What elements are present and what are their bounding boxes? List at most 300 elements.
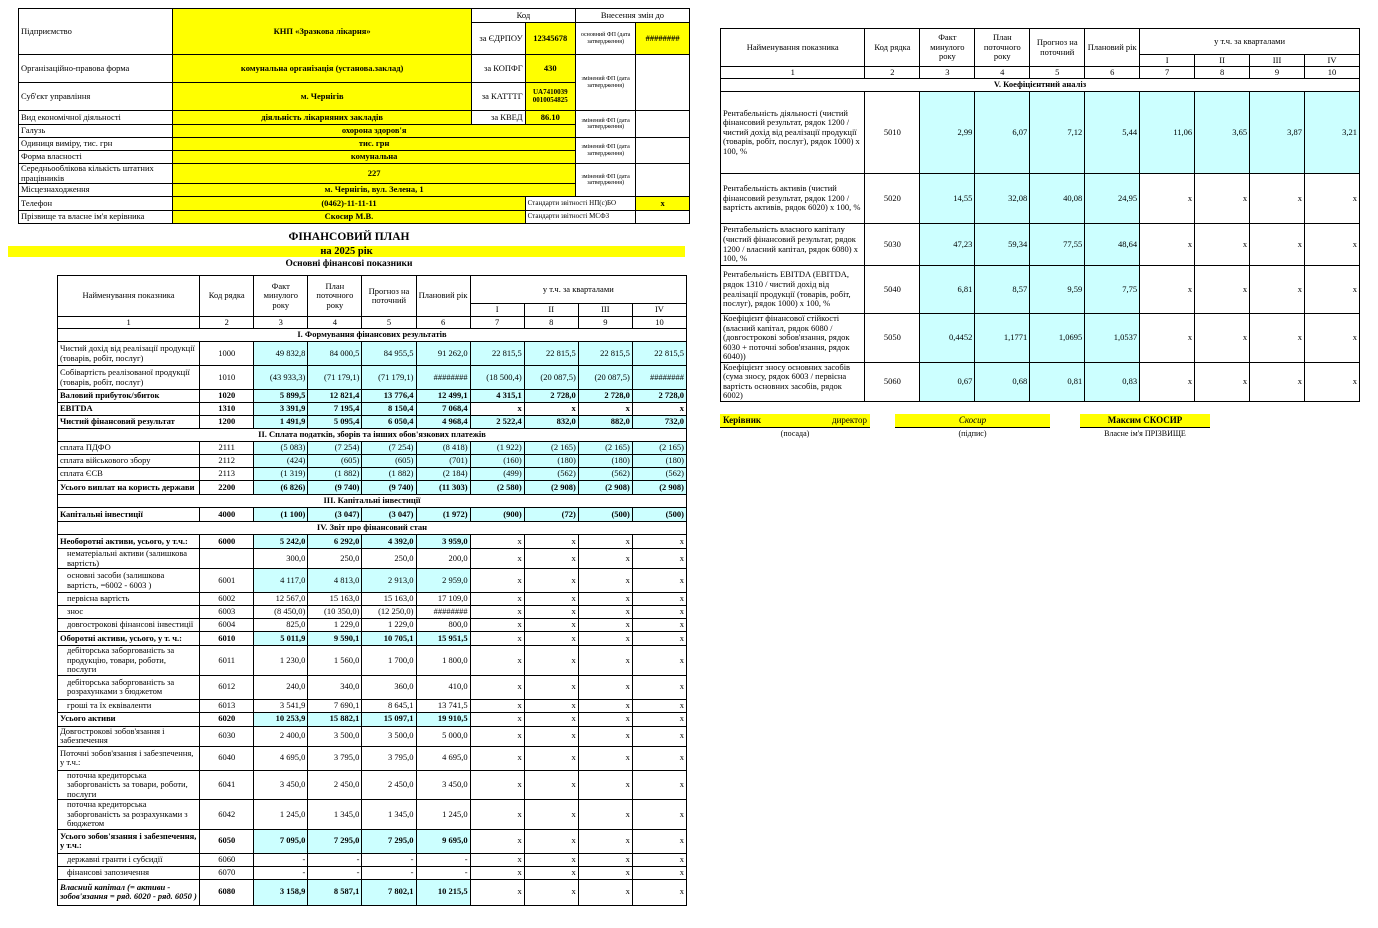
table-cell: x [470, 593, 524, 606]
table-cell: 7 802,1 [362, 879, 416, 905]
table-cell: x [470, 619, 524, 632]
table-row [58, 535, 687, 549]
table-cell: 7 068,4 [416, 403, 470, 416]
table-cell: 49 832,8 [254, 342, 308, 366]
table-cell: Код рядка [865, 29, 920, 67]
table-cell: Галузь [19, 125, 173, 138]
table-cell: x [524, 593, 578, 606]
table-cell: 1,1771 [975, 314, 1030, 363]
table-cell: 8 587,1 [308, 879, 362, 905]
table-cell: 8 150,4 [362, 403, 416, 416]
table-cell: UA7410039 0010054825 [525, 83, 575, 111]
table-cell: 3,21 [1305, 92, 1360, 174]
table-cell: змінений ФП (дата затвердження) [575, 164, 635, 197]
table-cell: План поточного року [975, 29, 1030, 67]
table-cell: 1 230,0 [254, 646, 308, 676]
table-cell: 882,0 [578, 416, 632, 429]
table-row [19, 211, 690, 224]
table-cell: (562) [632, 468, 686, 481]
table-cell: Плановий рік [1085, 29, 1140, 67]
table-cell: (3 047) [308, 508, 362, 522]
table-cell: 6 [1085, 67, 1140, 79]
table-cell: поточна кредиторська заборгованість за розрахунками з бюджетом [58, 800, 200, 830]
table-cell: x [1195, 362, 1250, 401]
table-cell: знос [58, 606, 200, 619]
table-cell: (701) [416, 455, 470, 468]
table-cell: x [578, 829, 632, 853]
table-cell: x [470, 829, 524, 853]
table-cell: x [470, 675, 524, 699]
table-cell: (499) [470, 468, 524, 481]
table-cell: x [632, 593, 686, 606]
table-cell: x [470, 699, 524, 712]
signature-role-caption: (посада) [780, 428, 810, 438]
table-cell: 1 491,9 [254, 416, 308, 429]
table-cell: (605) [362, 455, 416, 468]
table-cell: (72) [524, 508, 578, 522]
table-cell: 12 499,1 [416, 390, 470, 403]
table-cell: Усього зобов'язання і забезпечення, у т.ч.: [58, 829, 200, 853]
table-cell: 5 011,9 [254, 632, 308, 646]
table-cell: x [632, 632, 686, 646]
table-row [721, 79, 1360, 92]
table-cell: (20 087,5) [578, 366, 632, 390]
table-cell: тис. грн [173, 138, 576, 151]
table-cell: 4 813,0 [308, 569, 362, 593]
table-cell: (2 908) [632, 481, 686, 495]
table-cell: x [1195, 266, 1250, 314]
table-row [58, 317, 687, 329]
table-cell: - [416, 853, 470, 866]
table-cell: 2113 [200, 468, 254, 481]
table-cell: 6003 [200, 606, 254, 619]
table-row [19, 55, 690, 83]
table-cell: 1 229,0 [362, 619, 416, 632]
table-cell: 40,08 [1030, 174, 1085, 224]
table-cell: 48,64 [1085, 224, 1140, 266]
table-cell: (18 500,4) [470, 366, 524, 390]
table-row [58, 632, 687, 646]
table-cell: (7 254) [308, 442, 362, 455]
table-cell: довгострокові фінансові інвестиції [58, 619, 200, 632]
table-cell: 15 097,1 [362, 712, 416, 726]
signature-role-block [720, 414, 870, 438]
table-cell: 825,0 [254, 619, 308, 632]
table-cell: (9 740) [308, 481, 362, 495]
table-cell: 22 815,5 [578, 342, 632, 366]
table-row [58, 495, 687, 508]
table-cell: Рентабельність діяльності (чистий фінансовий результат, рядок 1200 / чистий дохід від реалізації продукції (товарів, робіт, послуг), рядок 1000) х 100, % [721, 92, 865, 174]
table-cell: 1000 [200, 342, 254, 366]
table-cell: (500) [632, 508, 686, 522]
table-cell: 4 [975, 67, 1030, 79]
table-cell: за КАТТТГ [471, 83, 525, 111]
table-cell: (2 908) [524, 481, 578, 495]
table-cell: 7 [1140, 67, 1195, 79]
table-cell: 340,0 [308, 675, 362, 699]
table-cell: 1 800,0 [416, 646, 470, 676]
signature-name-line: Максим СКОСИР [1080, 414, 1210, 428]
table-row [19, 111, 690, 125]
table-cell: 14,55 [920, 174, 975, 224]
table-cell: x [1250, 362, 1305, 401]
table-cell: гроші та їх еквіваленти [58, 699, 200, 712]
table-cell: x [1305, 174, 1360, 224]
table-cell: 12 567,0 [254, 593, 308, 606]
table-cell: Суб'єкт управління [19, 83, 173, 111]
table-cell: 6080 [200, 879, 254, 905]
table-cell: 24,95 [1085, 174, 1140, 224]
table-cell: x [470, 726, 524, 746]
table-row [58, 746, 687, 770]
table-cell: Місцезнаходження [19, 184, 173, 197]
table-cell: x [632, 646, 686, 676]
table-cell: комунальна [173, 151, 576, 164]
table-cell: (562) [524, 468, 578, 481]
table-cell: III [578, 304, 632, 317]
table-cell: 227 [173, 164, 576, 184]
table-cell: (2 908) [578, 481, 632, 495]
signature-area [720, 414, 1360, 464]
table-cell: - [254, 853, 308, 866]
table-cell: x [524, 619, 578, 632]
table-row [58, 675, 687, 699]
table-cell: (71 179,1) [362, 366, 416, 390]
table-row [58, 416, 687, 429]
table-cell: x [470, 712, 524, 726]
table-cell: поточна кредиторська заборгованість за товари, роботи, послуги [58, 770, 200, 800]
table-cell: Підприємство [19, 9, 173, 55]
table-cell: x [1140, 266, 1195, 314]
table-cell: 430 [525, 55, 575, 83]
table-cell: 7 295,0 [308, 829, 362, 853]
table-cell: (900) [470, 508, 524, 522]
table-cell: 3,65 [1195, 92, 1250, 174]
table-cell: (1 972) [416, 508, 470, 522]
table-cell: 800,0 [416, 619, 470, 632]
table-row [58, 403, 687, 416]
table-cell: дебіторська заборгованість за розрахунками з бюджетом [58, 675, 200, 699]
table-cell: x [1305, 314, 1360, 363]
table-cell: - [362, 853, 416, 866]
table-cell: 2 728,0 [578, 390, 632, 403]
table-cell: Рентабельність EBITDA (EBITDA, рядок 1310 / чистий дохід від реалізації продукції (товарів, робіт, послуг), рядок 1000) х 100, % [721, 266, 865, 314]
table-cell: x [632, 712, 686, 726]
table-cell: x [524, 535, 578, 549]
table-cell: 6001 [200, 569, 254, 593]
table-cell: 13 741,5 [416, 699, 470, 712]
table-cell: 3 500,0 [362, 726, 416, 746]
table-cell: 8 [1195, 67, 1250, 79]
table-cell: Чистий дохід від реалізації продукції (товарів, робіт, послуг) [58, 342, 200, 366]
table-cell: 77,55 [1030, 224, 1085, 266]
signature-role-value: директор [832, 415, 867, 426]
table-cell: сплата військового збору [58, 455, 200, 468]
table-row [721, 362, 1360, 401]
table-cell: x [632, 606, 686, 619]
table-cell [636, 164, 690, 197]
table-cell: у т.ч. за кварталами [1140, 29, 1360, 55]
table-cell: 4 392,0 [362, 535, 416, 549]
table-cell: Усього активи [58, 712, 200, 726]
table-row [58, 726, 687, 746]
signature-sign-block [895, 414, 1050, 438]
table-cell: x [1195, 174, 1250, 224]
table-cell: 5 242,0 [254, 535, 308, 549]
table-cell: Прізвище та власне ім'я керівника [19, 211, 173, 224]
table-cell: (180) [578, 455, 632, 468]
table-cell: 5 [362, 317, 416, 329]
table-cell: 22 815,5 [632, 342, 686, 366]
table-row [721, 67, 1360, 79]
table-cell: (180) [632, 455, 686, 468]
table-cell: x [524, 770, 578, 800]
table-cell: x [578, 646, 632, 676]
table-cell: 6070 [200, 866, 254, 879]
table-cell: (180) [524, 455, 578, 468]
table-cell: 1,0537 [1085, 314, 1140, 363]
table-cell: (1 319) [254, 468, 308, 481]
table-cell: 2 400,0 [254, 726, 308, 746]
table-cell: x [470, 800, 524, 830]
table-cell: (160) [470, 455, 524, 468]
table-cell: (10 350,0) [308, 606, 362, 619]
table-cell: Прогноз на поточний [1030, 29, 1085, 67]
table-cell: 410,0 [416, 675, 470, 699]
table-cell: 6042 [200, 800, 254, 830]
table-cell: Телефон [19, 197, 173, 211]
table-cell: 6 050,4 [362, 416, 416, 429]
table-cell: x [1140, 314, 1195, 363]
table-cell: 6 292,0 [308, 535, 362, 549]
table-cell: змінений ФП (дата затвердження) [575, 138, 635, 164]
table-cell: ######## [416, 606, 470, 619]
signature-name-caption: Власне ім'я ПРІЗВИЩЕ [1104, 428, 1186, 438]
table-cell: 5020 [865, 174, 920, 224]
table-cell: III [1250, 55, 1305, 67]
table-cell: x [470, 770, 524, 800]
table-cell: II [524, 304, 578, 317]
table-cell: x [578, 403, 632, 416]
table-row [721, 224, 1360, 266]
table-cell: 3 795,0 [362, 746, 416, 770]
table-cell: - [362, 866, 416, 879]
table-cell: 47,23 [920, 224, 975, 266]
table-cell: 2 959,0 [416, 569, 470, 593]
table-cell: 6010 [200, 632, 254, 646]
table-cell: x [578, 746, 632, 770]
table-cell: 10 215,5 [416, 879, 470, 905]
table-cell: 2 728,0 [632, 390, 686, 403]
table-cell: x [524, 675, 578, 699]
table-cell: x [1305, 224, 1360, 266]
table-cell: (1 100) [254, 508, 308, 522]
table-cell: 10 705,1 [362, 632, 416, 646]
table-cell: x [470, 646, 524, 676]
table-cell: x [578, 593, 632, 606]
table-cell: 12345678 [525, 23, 575, 55]
table-cell: Капітальні інвестиції [58, 508, 200, 522]
table-cell: 6040 [200, 746, 254, 770]
table-cell: 9 [1250, 67, 1305, 79]
table-cell: 15 163,0 [362, 593, 416, 606]
table-cell: 3 [254, 317, 308, 329]
table-cell: (8 450,0) [254, 606, 308, 619]
table-cell: x [632, 549, 686, 569]
table-row [58, 329, 687, 342]
table-cell: 4 [308, 317, 362, 329]
left-page-panel [8, 8, 690, 906]
table-cell: x [632, 726, 686, 746]
table-cell: План поточного року [308, 276, 362, 317]
table-cell: 2,99 [920, 92, 975, 174]
table-cell: 0,4452 [920, 314, 975, 363]
table-cell: 6004 [200, 619, 254, 632]
table-cell: Валовий прибуток/збиток [58, 390, 200, 403]
document-subtitle: Основні фінансові показники [285, 259, 413, 270]
table-cell: x [632, 829, 686, 853]
table-cell: - [254, 866, 308, 879]
table-cell: 5 095,4 [308, 416, 362, 429]
table-cell: Факт минулого року [920, 29, 975, 67]
table-cell: 15 163,0 [308, 593, 362, 606]
table-cell: x [632, 800, 686, 830]
table-cell: 2 728,0 [524, 390, 578, 403]
table-cell: 732,0 [632, 416, 686, 429]
table-cell: (8 418) [416, 442, 470, 455]
table-cell: 2 [865, 67, 920, 79]
table-cell: 8 [524, 317, 578, 329]
table-cell: 3 959,0 [416, 535, 470, 549]
table-cell: x [524, 606, 578, 619]
table-cell: 3 158,9 [254, 879, 308, 905]
table-cell: x [524, 646, 578, 676]
table-row [58, 468, 687, 481]
table-cell: змінений ФП (дата затвердження) [575, 55, 635, 111]
table-cell: x [632, 535, 686, 549]
table-cell: 5050 [865, 314, 920, 363]
table-cell: 2 522,4 [470, 416, 524, 429]
table-cell: 3 391,9 [254, 403, 308, 416]
table-row [58, 569, 687, 593]
table-cell: IV. Звіт про фінансовий стан [58, 522, 687, 535]
signature-sign-line: Скосир [895, 414, 1050, 428]
table-cell [636, 138, 690, 164]
table-cell: x [470, 853, 524, 866]
table-cell: 2 [200, 317, 254, 329]
table-cell: 8,57 [975, 266, 1030, 314]
table-cell: x [470, 746, 524, 770]
table-cell: Стандарти звітності МСФЗ [525, 211, 636, 224]
table-cell: 1 560,0 [308, 646, 362, 676]
table-cell: x [524, 403, 578, 416]
table-cell: x [524, 746, 578, 770]
table-cell: 6011 [200, 646, 254, 676]
table-cell: x [578, 699, 632, 712]
table-cell: Рентабельність активів (чистий фінансовий результат, рядок 1200 / вартість активів, рядок 6020) х 100, % [721, 174, 865, 224]
table-cell: 6,07 [975, 92, 1030, 174]
table-cell: (9 740) [362, 481, 416, 495]
table-cell: 10 253,9 [254, 712, 308, 726]
table-cell: 9 [578, 317, 632, 329]
signature-sign-caption: (підпис) [958, 428, 987, 438]
table-cell: Рентабельність власного капіталу (чистий фінансовий результат, рядок 1200 / власний капітал, рядок 6080) х 100, % [721, 224, 865, 266]
table-row [58, 853, 687, 866]
table-cell: x [632, 619, 686, 632]
table-cell: 5 [1030, 67, 1085, 79]
table-cell: 1 245,0 [416, 800, 470, 830]
table-cell: фінансові запозичення [58, 866, 200, 879]
table-cell: x [524, 632, 578, 646]
table-cell: x [578, 675, 632, 699]
table-cell: 12 821,4 [308, 390, 362, 403]
table-cell: Коефіцієнт фінансової стійкості (власний капітал, рядок 6080 / (довгострокові зобов'язання, рядок 6030 + поточні зобов'язання, рядок 6040)) [721, 314, 865, 363]
table-cell: за КВЕД [471, 111, 525, 125]
table-cell: x [524, 726, 578, 746]
table-cell: ######## [416, 366, 470, 390]
table-cell: змінений ФП (дата затвердження) [575, 111, 635, 138]
table-cell: x [524, 549, 578, 569]
table-row [58, 429, 687, 442]
table-cell: (20 087,5) [524, 366, 578, 390]
table-cell: Чистий фінансовий результат [58, 416, 200, 429]
table-cell: x [524, 699, 578, 712]
table-cell: - [308, 853, 362, 866]
table-cell: державні гранти і субсидії [58, 853, 200, 866]
table-cell: - [416, 866, 470, 879]
table-cell: x [632, 699, 686, 712]
table-cell: 5040 [865, 266, 920, 314]
table-cell: 3 [920, 67, 975, 79]
table-cell: 1310 [200, 403, 254, 416]
table-cell: Необоротні активи, усього, у т.ч.: [58, 535, 200, 549]
table-cell: 19 910,5 [416, 712, 470, 726]
table-row [721, 314, 1360, 363]
table-cell: (1 882) [308, 468, 362, 481]
table-cell [636, 111, 690, 138]
table-cell: 10 [1305, 67, 1360, 79]
table-cell: x [632, 746, 686, 770]
table-cell: ######## [632, 366, 686, 390]
table-cell: 2111 [200, 442, 254, 455]
table-cell: 250,0 [308, 549, 362, 569]
table-cell: ІІІ. Капітальні інвестиції [58, 495, 687, 508]
table-cell: Вид економічної діяльності [19, 111, 173, 125]
table-cell: x [578, 535, 632, 549]
table-row [58, 522, 687, 535]
table-cell: 59,34 [975, 224, 1030, 266]
table-cell: x [578, 866, 632, 879]
table-cell: 4 968,4 [416, 416, 470, 429]
table-cell: (0462)-11-11-11 [173, 197, 525, 211]
table-cell: 6030 [200, 726, 254, 746]
table-cell: (2 580) [470, 481, 524, 495]
table-cell: 6000 [200, 535, 254, 549]
table-cell: 11,06 [1140, 92, 1195, 174]
table-cell: x [524, 712, 578, 726]
table-cell: x [636, 197, 690, 211]
table-cell: ######## [636, 23, 690, 55]
table-row [58, 646, 687, 676]
table-cell: 0,81 [1030, 362, 1085, 401]
table-cell: Факт минулого року [254, 276, 308, 317]
table-cell: x [524, 866, 578, 879]
table-cell: 10 [632, 317, 686, 329]
table-cell: 1010 [200, 366, 254, 390]
table-cell: x [470, 606, 524, 619]
table-cell: Власний капітал (= активи - зобов'язання = ряд. 6020 - ряд. 6050 ) [58, 879, 200, 905]
table-cell: (2 165) [578, 442, 632, 455]
